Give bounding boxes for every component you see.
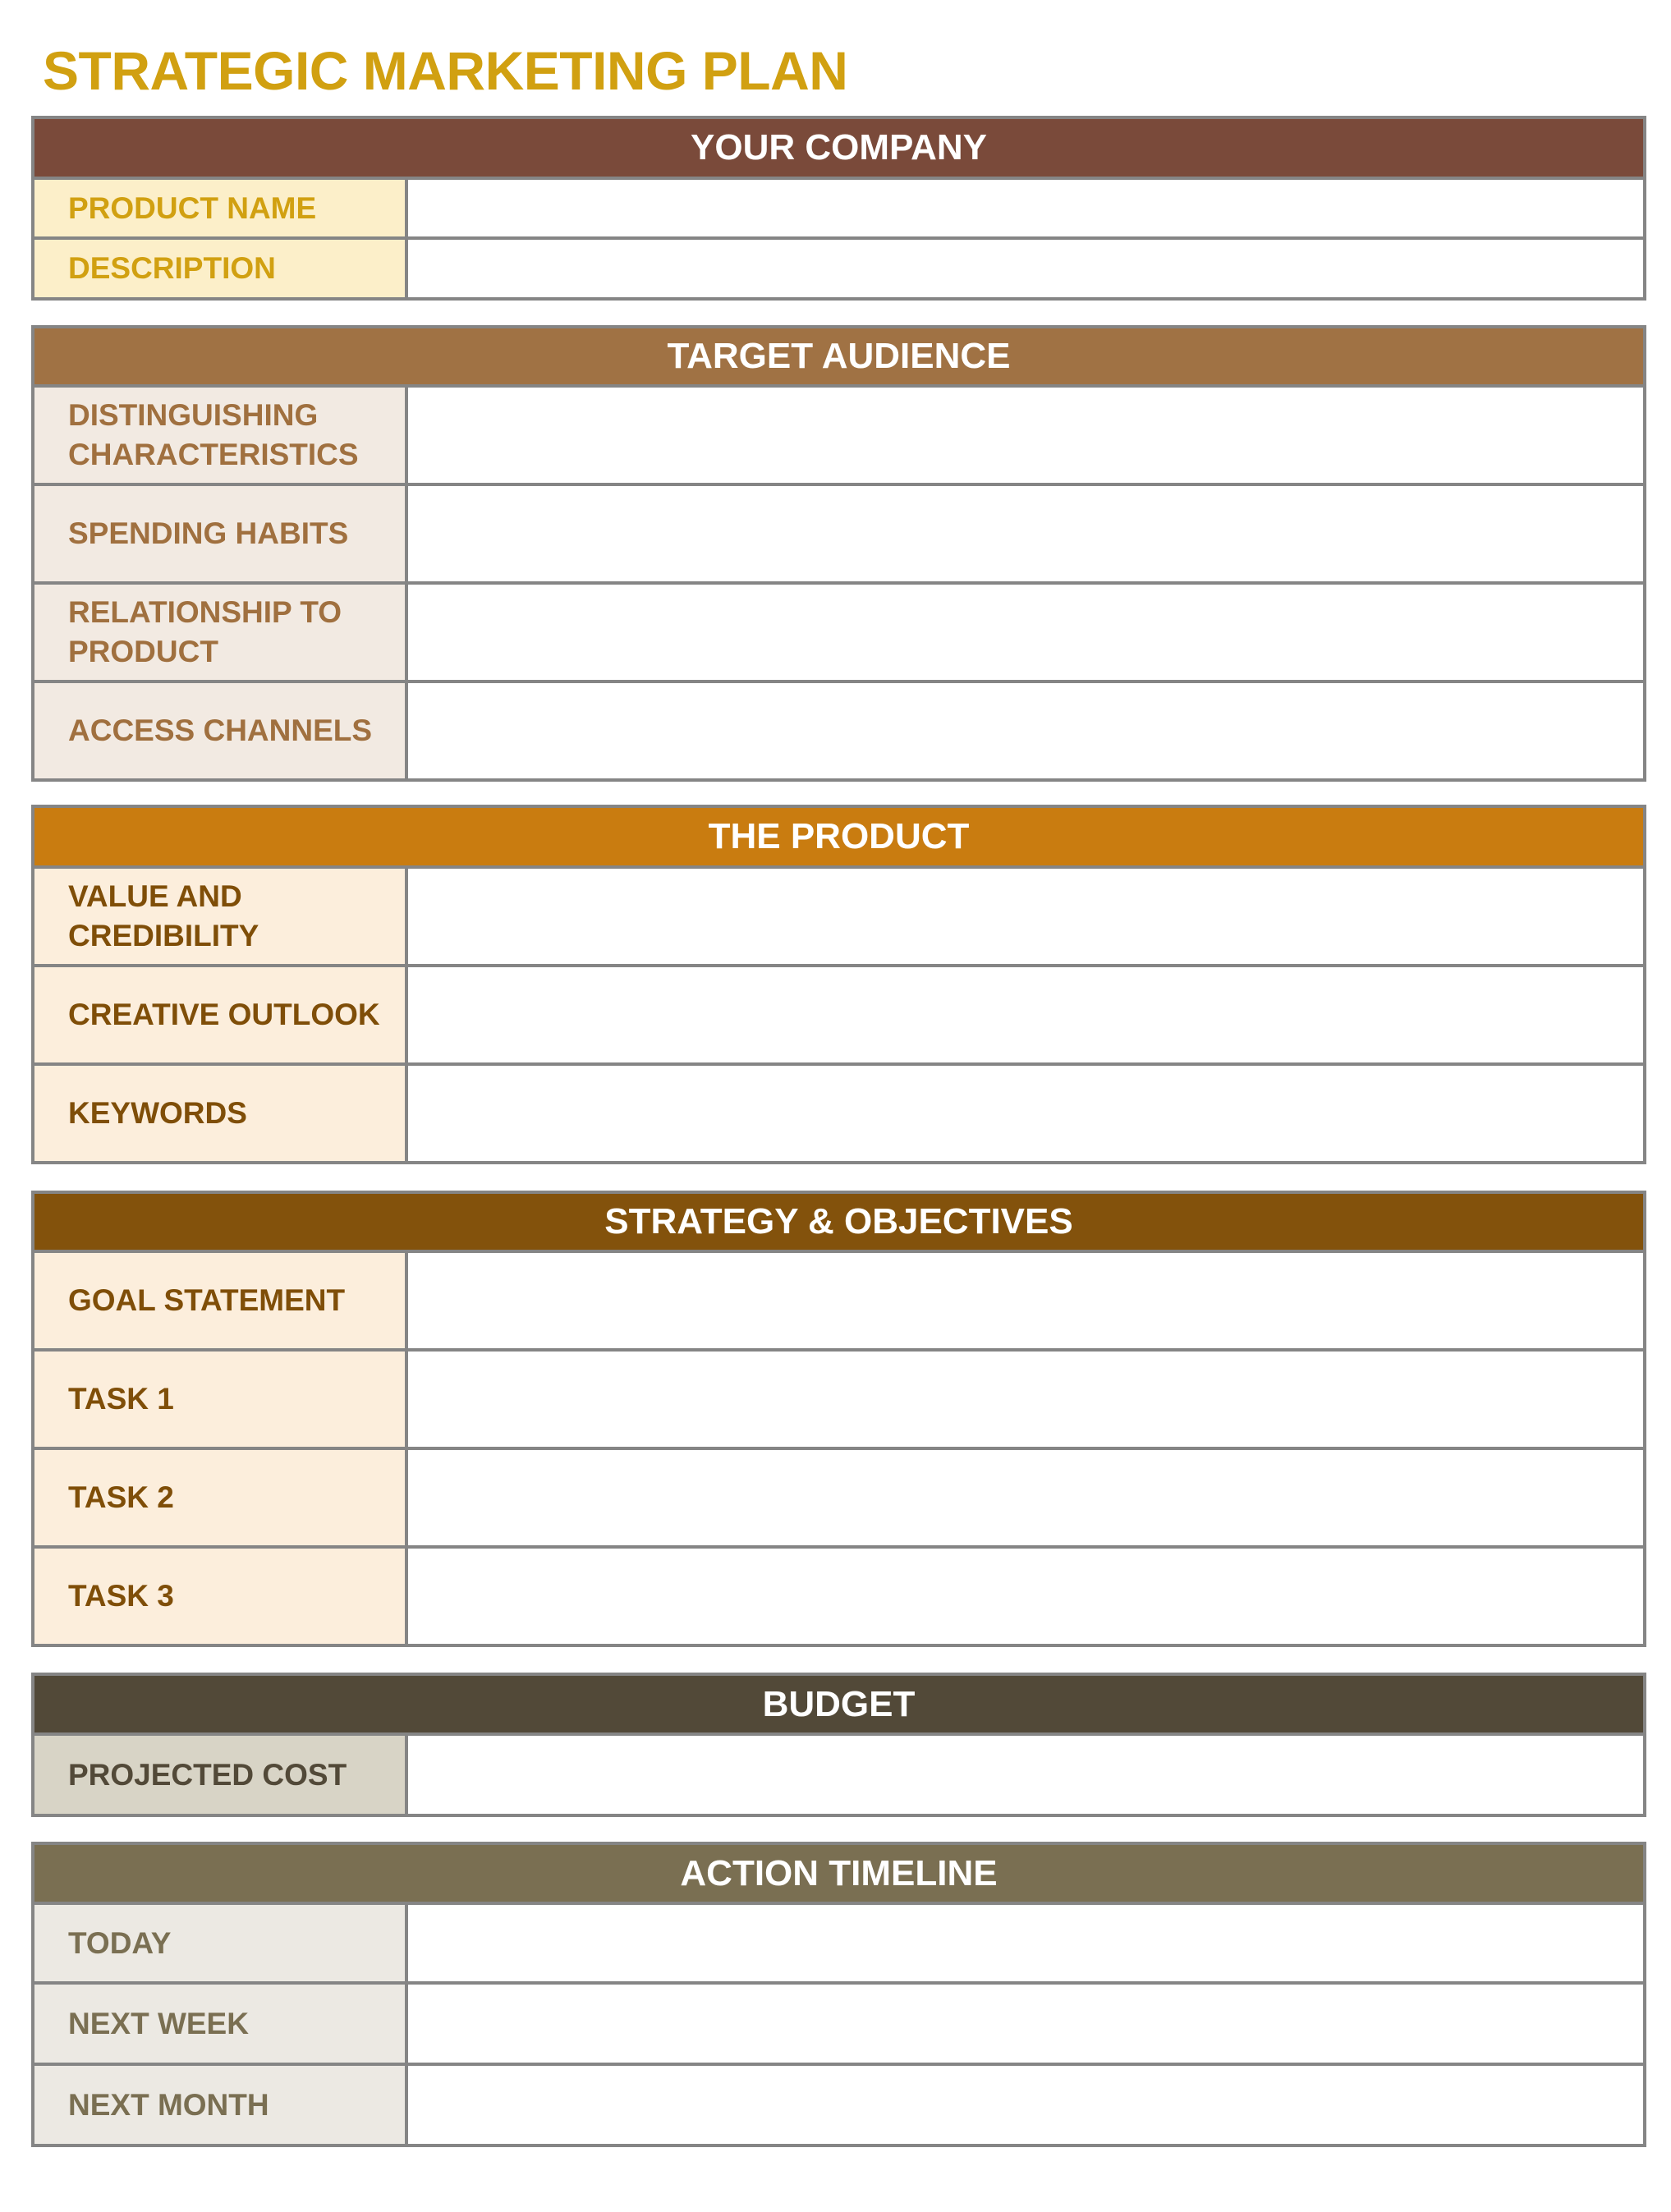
field-label: GOAL STATEMENT: [34, 1253, 408, 1348]
section-header-target-audience: TARGET AUDIENCE: [34, 328, 1643, 388]
field-input[interactable]: [408, 240, 1643, 297]
form-row: [34, 1253, 1643, 1352]
field-input[interactable]: [408, 967, 1643, 1062]
form-row: [34, 683, 1643, 778]
form-row: [34, 180, 1643, 240]
form-row: [34, 1066, 1643, 1161]
field-label: DISTINGUISHING CHARACTERISTICS: [34, 388, 408, 483]
document-title: STRATEGIC MARKETING PLAN: [43, 40, 848, 101]
section-your-company: [31, 116, 1646, 301]
form-row: [34, 869, 1643, 967]
field-input[interactable]: [408, 1450, 1643, 1545]
section-header-the-product: THE PRODUCT: [34, 808, 1643, 869]
form-row: [34, 1549, 1643, 1644]
section-header-budget: BUDGET: [34, 1676, 1643, 1736]
field-input[interactable]: [408, 486, 1643, 581]
form-row: [34, 1352, 1643, 1450]
section-target-audience: [31, 325, 1646, 782]
field-label: PROJECTED COST: [34, 1736, 408, 1814]
form-row: [34, 585, 1643, 683]
form-row: [34, 1736, 1643, 1814]
field-input[interactable]: [408, 1352, 1643, 1447]
field-label: TASK 2: [34, 1450, 408, 1545]
field-label: TODAY: [34, 1905, 408, 1981]
field-label: ACCESS CHANNELS: [34, 683, 408, 778]
section-action-timeline: [31, 1842, 1646, 2147]
section-strategy-objectives: [31, 1191, 1646, 1647]
field-input[interactable]: [408, 585, 1643, 680]
field-input[interactable]: [408, 683, 1643, 778]
form-row: [34, 388, 1643, 486]
form-row: [34, 486, 1643, 585]
form-row: [34, 1905, 1643, 1985]
field-input[interactable]: [408, 1253, 1643, 1348]
field-input[interactable]: [408, 1905, 1643, 1981]
form-row: [34, 1985, 1643, 2066]
field-input[interactable]: [408, 869, 1643, 964]
field-label: CREATIVE OUTLOOK: [34, 967, 408, 1062]
section-header-strategy-objectives: STRATEGY & OBJECTIVES: [34, 1194, 1643, 1253]
field-label: RELATIONSHIP TO PRODUCT: [34, 585, 408, 680]
field-label: VALUE AND CREDIBILITY: [34, 869, 408, 964]
section-the-product: [31, 805, 1646, 1164]
field-input[interactable]: [408, 2066, 1643, 2144]
form-row: [34, 240, 1643, 297]
field-label: KEYWORDS: [34, 1066, 408, 1161]
form-row: [34, 2066, 1643, 2144]
field-input[interactable]: [408, 1549, 1643, 1644]
field-input[interactable]: [408, 1066, 1643, 1161]
field-input[interactable]: [408, 1736, 1643, 1814]
field-label: NEXT MONTH: [34, 2066, 408, 2144]
form-row: [34, 967, 1643, 1066]
field-input[interactable]: [408, 1985, 1643, 2063]
field-label: DESCRIPTION: [34, 240, 408, 297]
form-row: [34, 1450, 1643, 1549]
field-label: TASK 3: [34, 1549, 408, 1644]
section-header-your-company: YOUR COMPANY: [34, 119, 1643, 180]
section-header-action-timeline: ACTION TIMELINE: [34, 1845, 1643, 1905]
field-label: TASK 1: [34, 1352, 408, 1447]
field-input[interactable]: [408, 180, 1643, 236]
field-input[interactable]: [408, 388, 1643, 483]
field-label: SPENDING HABITS: [34, 486, 408, 581]
section-budget: [31, 1673, 1646, 1817]
field-label: PRODUCT NAME: [34, 180, 408, 236]
field-label: NEXT WEEK: [34, 1985, 408, 2063]
